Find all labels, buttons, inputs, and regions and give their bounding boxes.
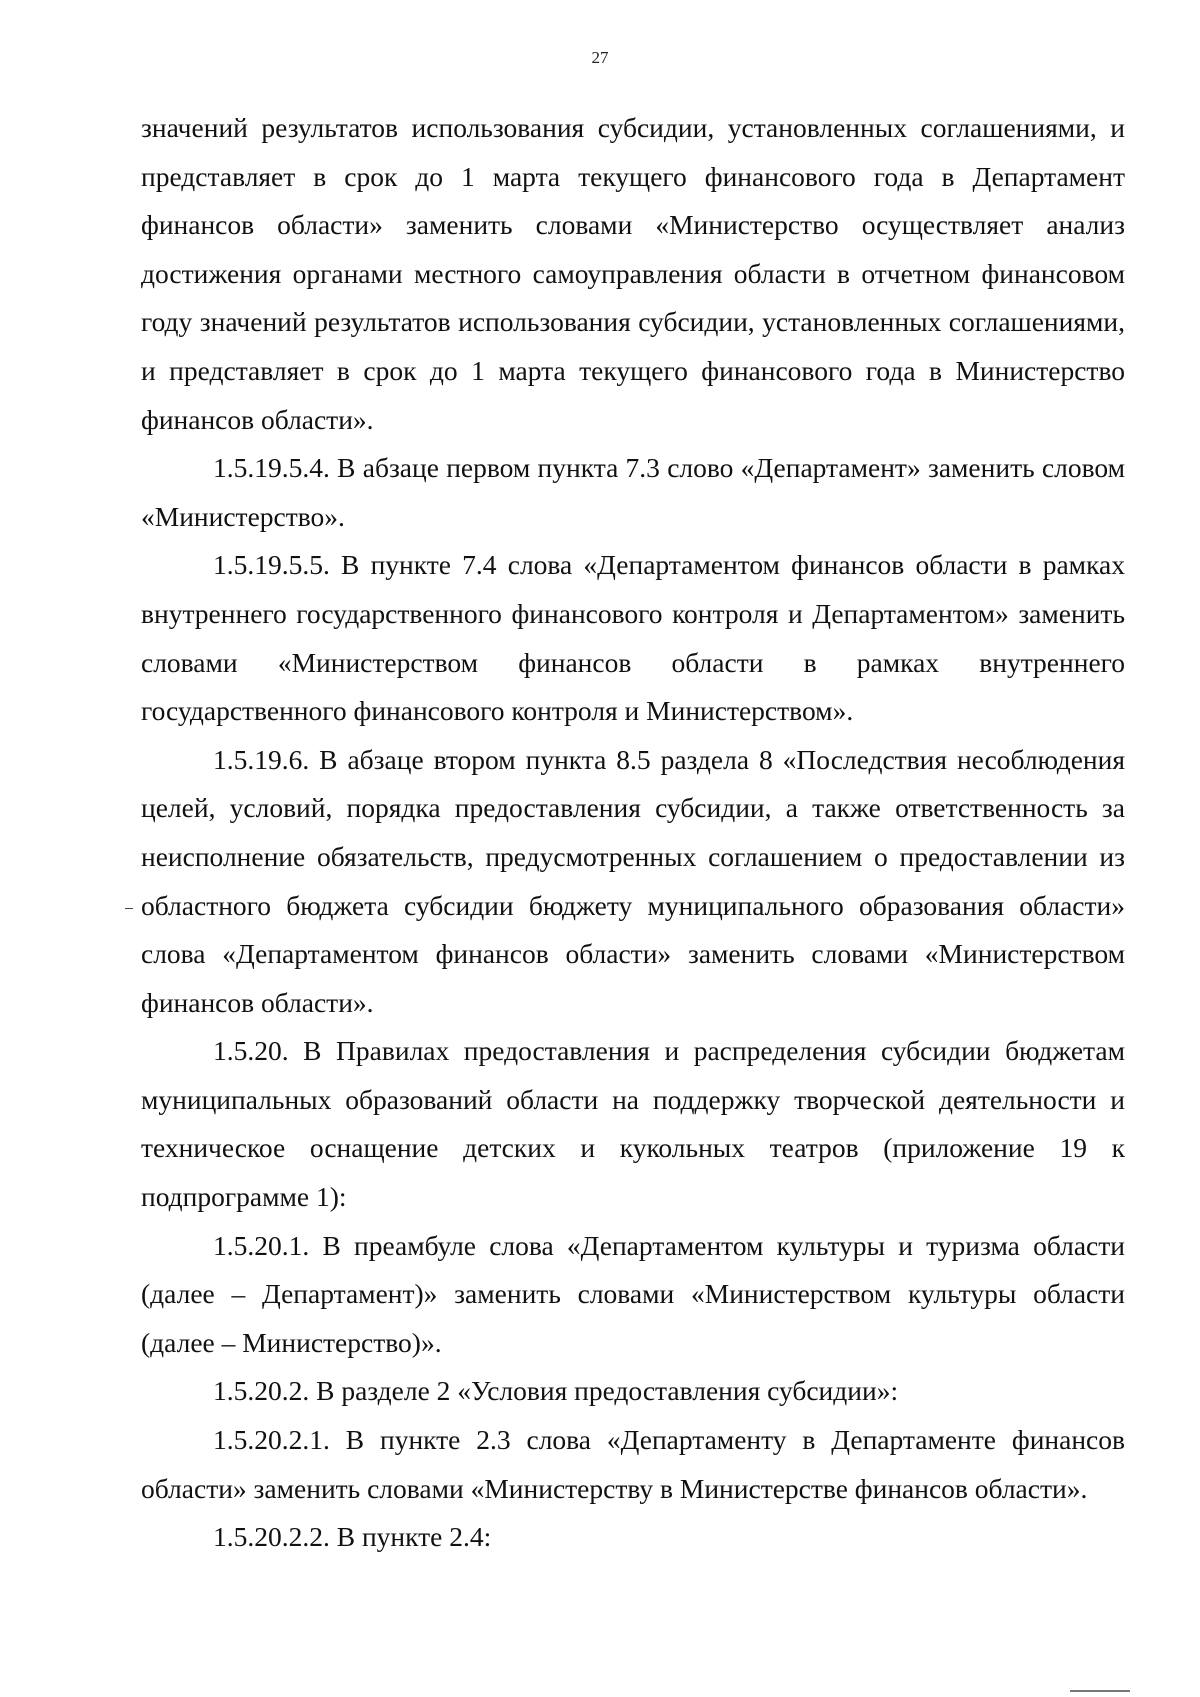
document-body <box>141 104 1125 1562</box>
paragraph-7: 1.5.20.2. В разделе 2 «Условия предоставления субсидии»: <box>213 1375 899 1407</box>
paragraph-5: 1.5.20. В Правилах предоставления и распределения субсидии бюджетам муниципальных образований области на поддержку творческой деятельности и техническое оснащение детских и кукольных театров (приложение 19 к подпрограмме 1): <box>141 1035 1125 1213</box>
paragraph-9: 1.5.20.2.2. В пункте 2.4: <box>213 1521 492 1553</box>
page-number: 27 <box>591 48 609 67</box>
scan-artifact-bottom-right <box>1070 1690 1130 1692</box>
paragraph-8: 1.5.20.2.1. В пункте 2.3 слова «Департаменту в Департаменте финансов области» заменить словами «Министерству в Министерстве финансов области». <box>141 1424 1125 1504</box>
scan-artifact-left <box>125 908 133 909</box>
paragraph-4: 1.5.19.6. В абзаце втором пункта 8.5 раздела 8 «Последствия несоблюдения целей, условий, порядка предоставления субсидии, а также ответственность за неисполнение обязательств, предусмотренных соглашением о предоставлении из областного бюджета субсидии бюджету муниципального образования области» слова «Департаментом финансов области» заменить словами «Министерством финансов области». <box>141 743 1125 1018</box>
paragraph-1: значений результатов использования субсидии, установленных соглашениями, и представляет в срок до 1 марта текущего финансового года в Департамент финансов области» заменить словами «Министерство осуществляет анализ достижения органами местного самоуправления области в отчетном финансовом году значений результатов использования субсидии, установленных соглашениями, и представляет в срок до 1 марта текущего финансового года в Министерство финансов области». <box>141 112 1125 435</box>
paragraph-2: 1.5.19.5.4. В абзаце первом пункта 7.3 слово «Департамент» заменить словом «Министерство». <box>141 452 1125 532</box>
paragraph-6: 1.5.20.1. В преамбуле слова «Департаментом культуры и туризма области (далее – Департамент)» заменить словами «Министерством культуры области (далее – Министерство)». <box>141 1229 1125 1358</box>
paragraph-3: 1.5.19.5.5. В пункте 7.4 слова «Департаментом финансов области в рамках внутреннего государственного финансового контроля и Департаментом» заменить словами «Министерством финансов области в рамках внутреннего государственного финансового контроля и Министерством». <box>141 549 1125 727</box>
